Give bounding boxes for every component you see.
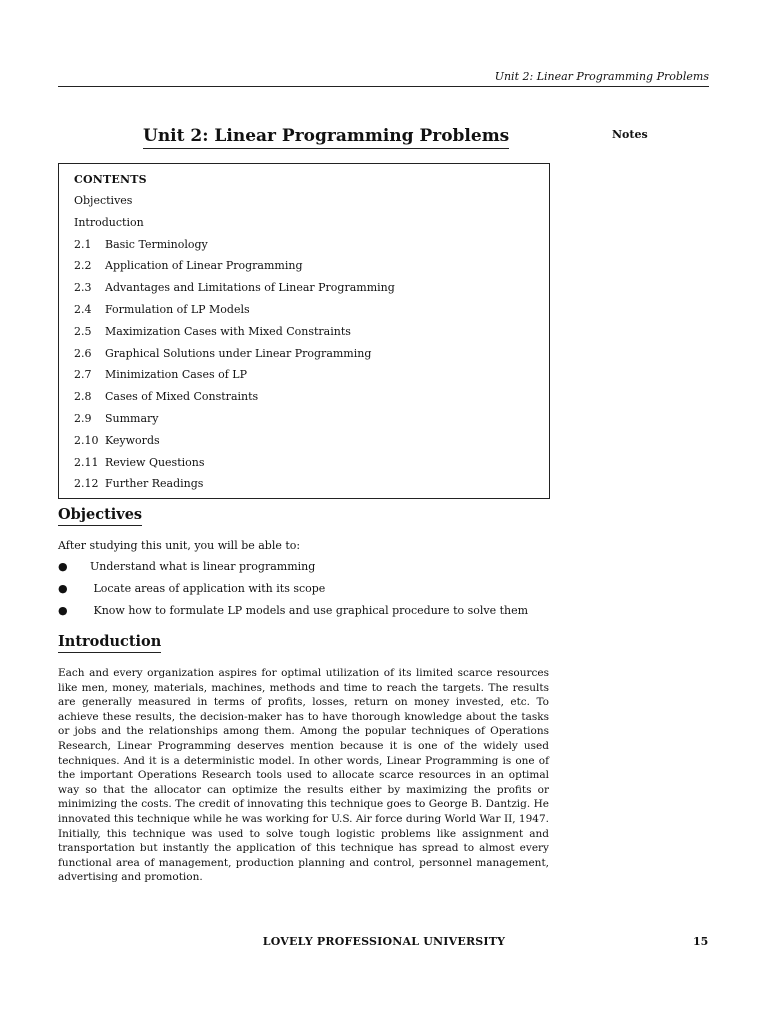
contents-item	[74, 216, 395, 238]
contents-item	[74, 434, 395, 456]
contents-item-label: Minimization Cases of LP	[105, 368, 247, 382]
contents-item	[74, 325, 395, 347]
contents-item-number: 2.12	[74, 477, 99, 491]
page-title: Unit 2: Linear Programming Problems	[143, 126, 509, 149]
contents-item-label: Advantages and Limitations of Linear Programming	[105, 281, 395, 295]
contents-item	[74, 412, 395, 434]
contents-item-label: Formulation of LP Models	[105, 302, 250, 316]
contents-item-label: Further Readings	[105, 477, 204, 491]
contents-item	[74, 238, 395, 260]
running-head: Unit 2: Linear Programming Problems	[58, 70, 709, 87]
contents-list	[74, 194, 395, 499]
contents-item	[74, 281, 395, 303]
contents-item	[74, 303, 395, 325]
bullet-icon: ●	[58, 560, 68, 573]
contents-item-number: 2.9	[74, 411, 92, 425]
objectives-heading: Objectives	[58, 506, 142, 526]
bullet-text: Know how to formulate LP models and use graphical procedure to solve them	[90, 604, 529, 617]
contents-item-number: 2.3	[74, 281, 92, 295]
contents-item-label: Basic Terminology	[105, 237, 208, 251]
list-item	[58, 582, 528, 604]
contents-item-label: Summary	[105, 411, 159, 425]
contents-item	[74, 390, 395, 412]
contents-item-label: Keywords	[105, 433, 160, 447]
objectives-intro: After studying this unit, you will be able to:	[58, 539, 301, 552]
contents-item-number: 2.4	[74, 302, 92, 316]
contents-item-label: Introduction	[74, 215, 144, 229]
footer-university: LOVELY PROFESSIONAL UNIVERSITY	[262, 935, 506, 948]
contents-item-label: Review Questions	[105, 455, 205, 469]
list-item	[58, 560, 528, 582]
contents-item-label: Graphical Solutions under Linear Programming	[105, 346, 372, 360]
contents-item-number: 2.5	[74, 324, 92, 338]
contents-item-number: 2.6	[74, 346, 92, 360]
contents-item-number: 2.7	[74, 368, 92, 382]
introduction-paragraph: Each and every organization aspires for optimal utilization of its limited scarce resources like men, money, materials, machines, methods and time to reach the targets. The results are generally measured in terms of profits, losses, return on money invested, etc. To achieve these results, the decision-maker has to have thorough knowledge about the tasks or jobs and the relationships among them. Among the popular techniques of Operations Research, Linear Programming deserves mention because it is one of the widely used techniques. And it is a deterministic model. In other words, Linear Programming is one of the important Operations Research tools used to allocate scarce resources in an optimal way so that the allocator can optimize the results either by maximizing the profits or minimizing the costs. The credit of innovating this technique goes to George B. Dantzig. He innovated this technique while he was working for U.S. Air force during World War II, 1947. Initially, this technique was used to solve tough logistic problems like assignment and transportation but instantly the application of this technique has spread to almost every functional area of management, production planning and control, personnel management, advertising and promotion.	[58, 667, 549, 884]
objectives-list	[58, 560, 528, 626]
contents-item	[74, 456, 395, 478]
contents-item	[74, 347, 395, 369]
contents-item-number: 2.1	[74, 237, 92, 251]
contents-item-number: 2.11	[74, 455, 99, 469]
contents-item-number: 2.10	[74, 433, 99, 447]
contents-item-label: Maximization Cases with Mixed Constraints	[105, 324, 351, 338]
contents-item-label: Objectives	[74, 194, 133, 207]
list-item	[58, 604, 528, 626]
contents-item-label: Cases of Mixed Constraints	[105, 390, 259, 404]
contents-item	[74, 477, 395, 499]
contents-item	[74, 194, 395, 216]
contents-item	[74, 368, 395, 390]
bullet-text: Understand what is linear programming	[90, 560, 316, 573]
bullet-text: Locate areas of application with its scope	[90, 582, 326, 595]
page-number: 15	[693, 935, 709, 948]
notes-margin-label: Notes	[612, 128, 648, 141]
contents-item-number: 2.8	[74, 390, 92, 404]
contents-item-number: 2.2	[74, 259, 92, 273]
bullet-icon: ●	[58, 582, 68, 595]
contents-item	[74, 259, 395, 281]
contents-item-label: Application of Linear Programming	[105, 259, 303, 273]
introduction-heading: Introduction	[58, 633, 161, 653]
contents-box	[58, 163, 550, 499]
bullet-icon: ●	[58, 604, 68, 617]
contents-heading: CONTENTS	[74, 173, 147, 186]
